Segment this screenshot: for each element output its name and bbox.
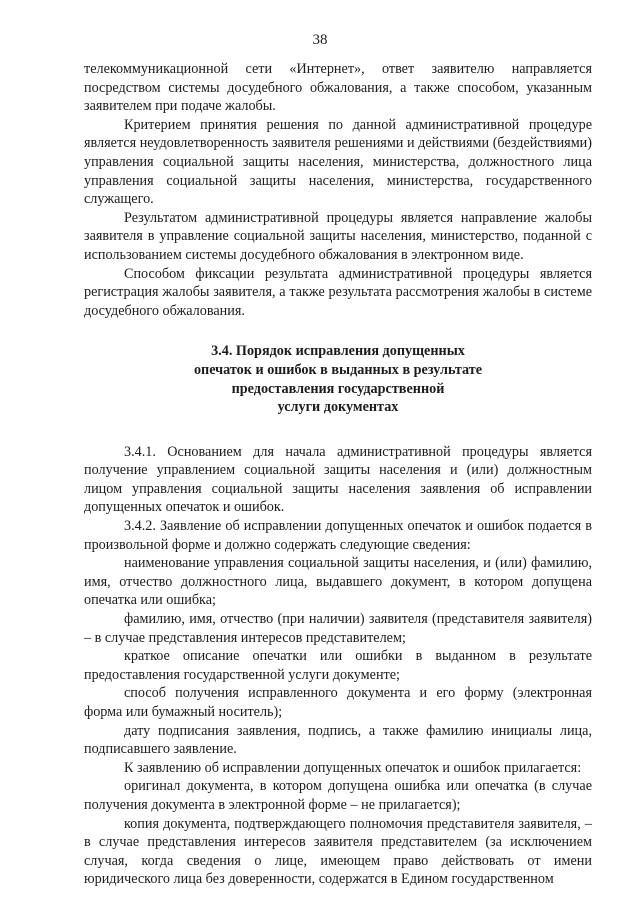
list-item-delivery-method: способ получения исправленного документа и его форму (электронная форма или бумажный носитель);	[84, 685, 592, 720]
document-body	[84, 60, 592, 889]
section-heading-line-3: предоставления государственной	[231, 380, 445, 397]
paragraph-3-4-1: 3.4.1. Основанием для начала административной процедуры является получение управлением социальной защиты населения и (или) должностным лицом управления социальной защиты населения заявления об исправлении допущенных опечаток и ошибок.	[84, 443, 592, 516]
list-item-office-name: наименование управления социальной защиты населения, и (или) фамилию, имя, отчество должностного лица, выдавшего документ, в котором допущена опечатка или ошибка;	[84, 555, 592, 609]
section-heading-line-4: услуги документах	[277, 399, 399, 416]
list-item-authority-copy: копия документа, подтверждающего полномочия представителя заявителя, – в случае представления интересов заявителя представителем (за исключением случая, когда сведения о лице, имеющем право действовать от имени юридического лица без доверенности, содержатся в Едином государственном	[84, 815, 592, 888]
paragraph-intro-3: Результатом административной процедуры является направление жалобы заявителя в управление социальной защиты населения, министерство, поданной с использованием системы досудебного обжалования в электронном виде.	[84, 209, 592, 263]
list-item-error-description: краткое описание опечатки или ошибки в выданном в результате предоставления государственной услуги документе;	[84, 648, 592, 683]
paragraph-attachments: К заявлению об исправлении допущенных опечаток и ошибок прилагается:	[124, 759, 582, 776]
section-body	[84, 443, 592, 889]
page-number: 38	[312, 32, 328, 48]
paragraph-intro-4: Способом фиксации результата административной процедуры является регистрация жалобы заявителя, а также результата рассмотрения жалобы в системе досудебного обжалования.	[84, 265, 592, 319]
section-heading-line-1: 3.4. Порядок исправления допущенных	[211, 343, 465, 360]
list-item-signature-date: дату подписания заявления, подпись, а также фамилию инициалы лица, подписавшего заявление.	[84, 722, 592, 758]
section-heading	[84, 342, 592, 416]
section-heading-line-2: опечаток и ошибок в выданных в результате	[193, 361, 483, 378]
paragraph-intro-1: телекоммуникационной сети «Интернет», ответ заявителю направляется посредством системы досудебного обжалования, а также способом, указанным заявителем при подаче жалобы.	[84, 61, 592, 115]
list-item-applicant-name: фамилию, имя, отчество (при наличии) заявителя (представителя заявителя) – в случае представления интересов представителем;	[84, 611, 592, 646]
intro-block	[84, 60, 592, 320]
paragraph-intro-2: Критерием принятия решения по данной административной процедуре является неудовлетворенность заявителя решениями и действиями (бездействиями) управления социальной защиты населения, министерства, должностного лица управления социальной защиты населения, министерства, государственного служащего.	[84, 116, 592, 208]
list-item-original-document: оригинал документа, в котором допущена ошибка или опечатка (в случае получения документа в электронной форме – не прилагается);	[84, 778, 592, 813]
paragraph-3-4-2: 3.4.2. Заявление об исправлении допущенных опечаток и ошибок подается в произвольной форме и должно содержать следующие сведения:	[84, 518, 592, 553]
